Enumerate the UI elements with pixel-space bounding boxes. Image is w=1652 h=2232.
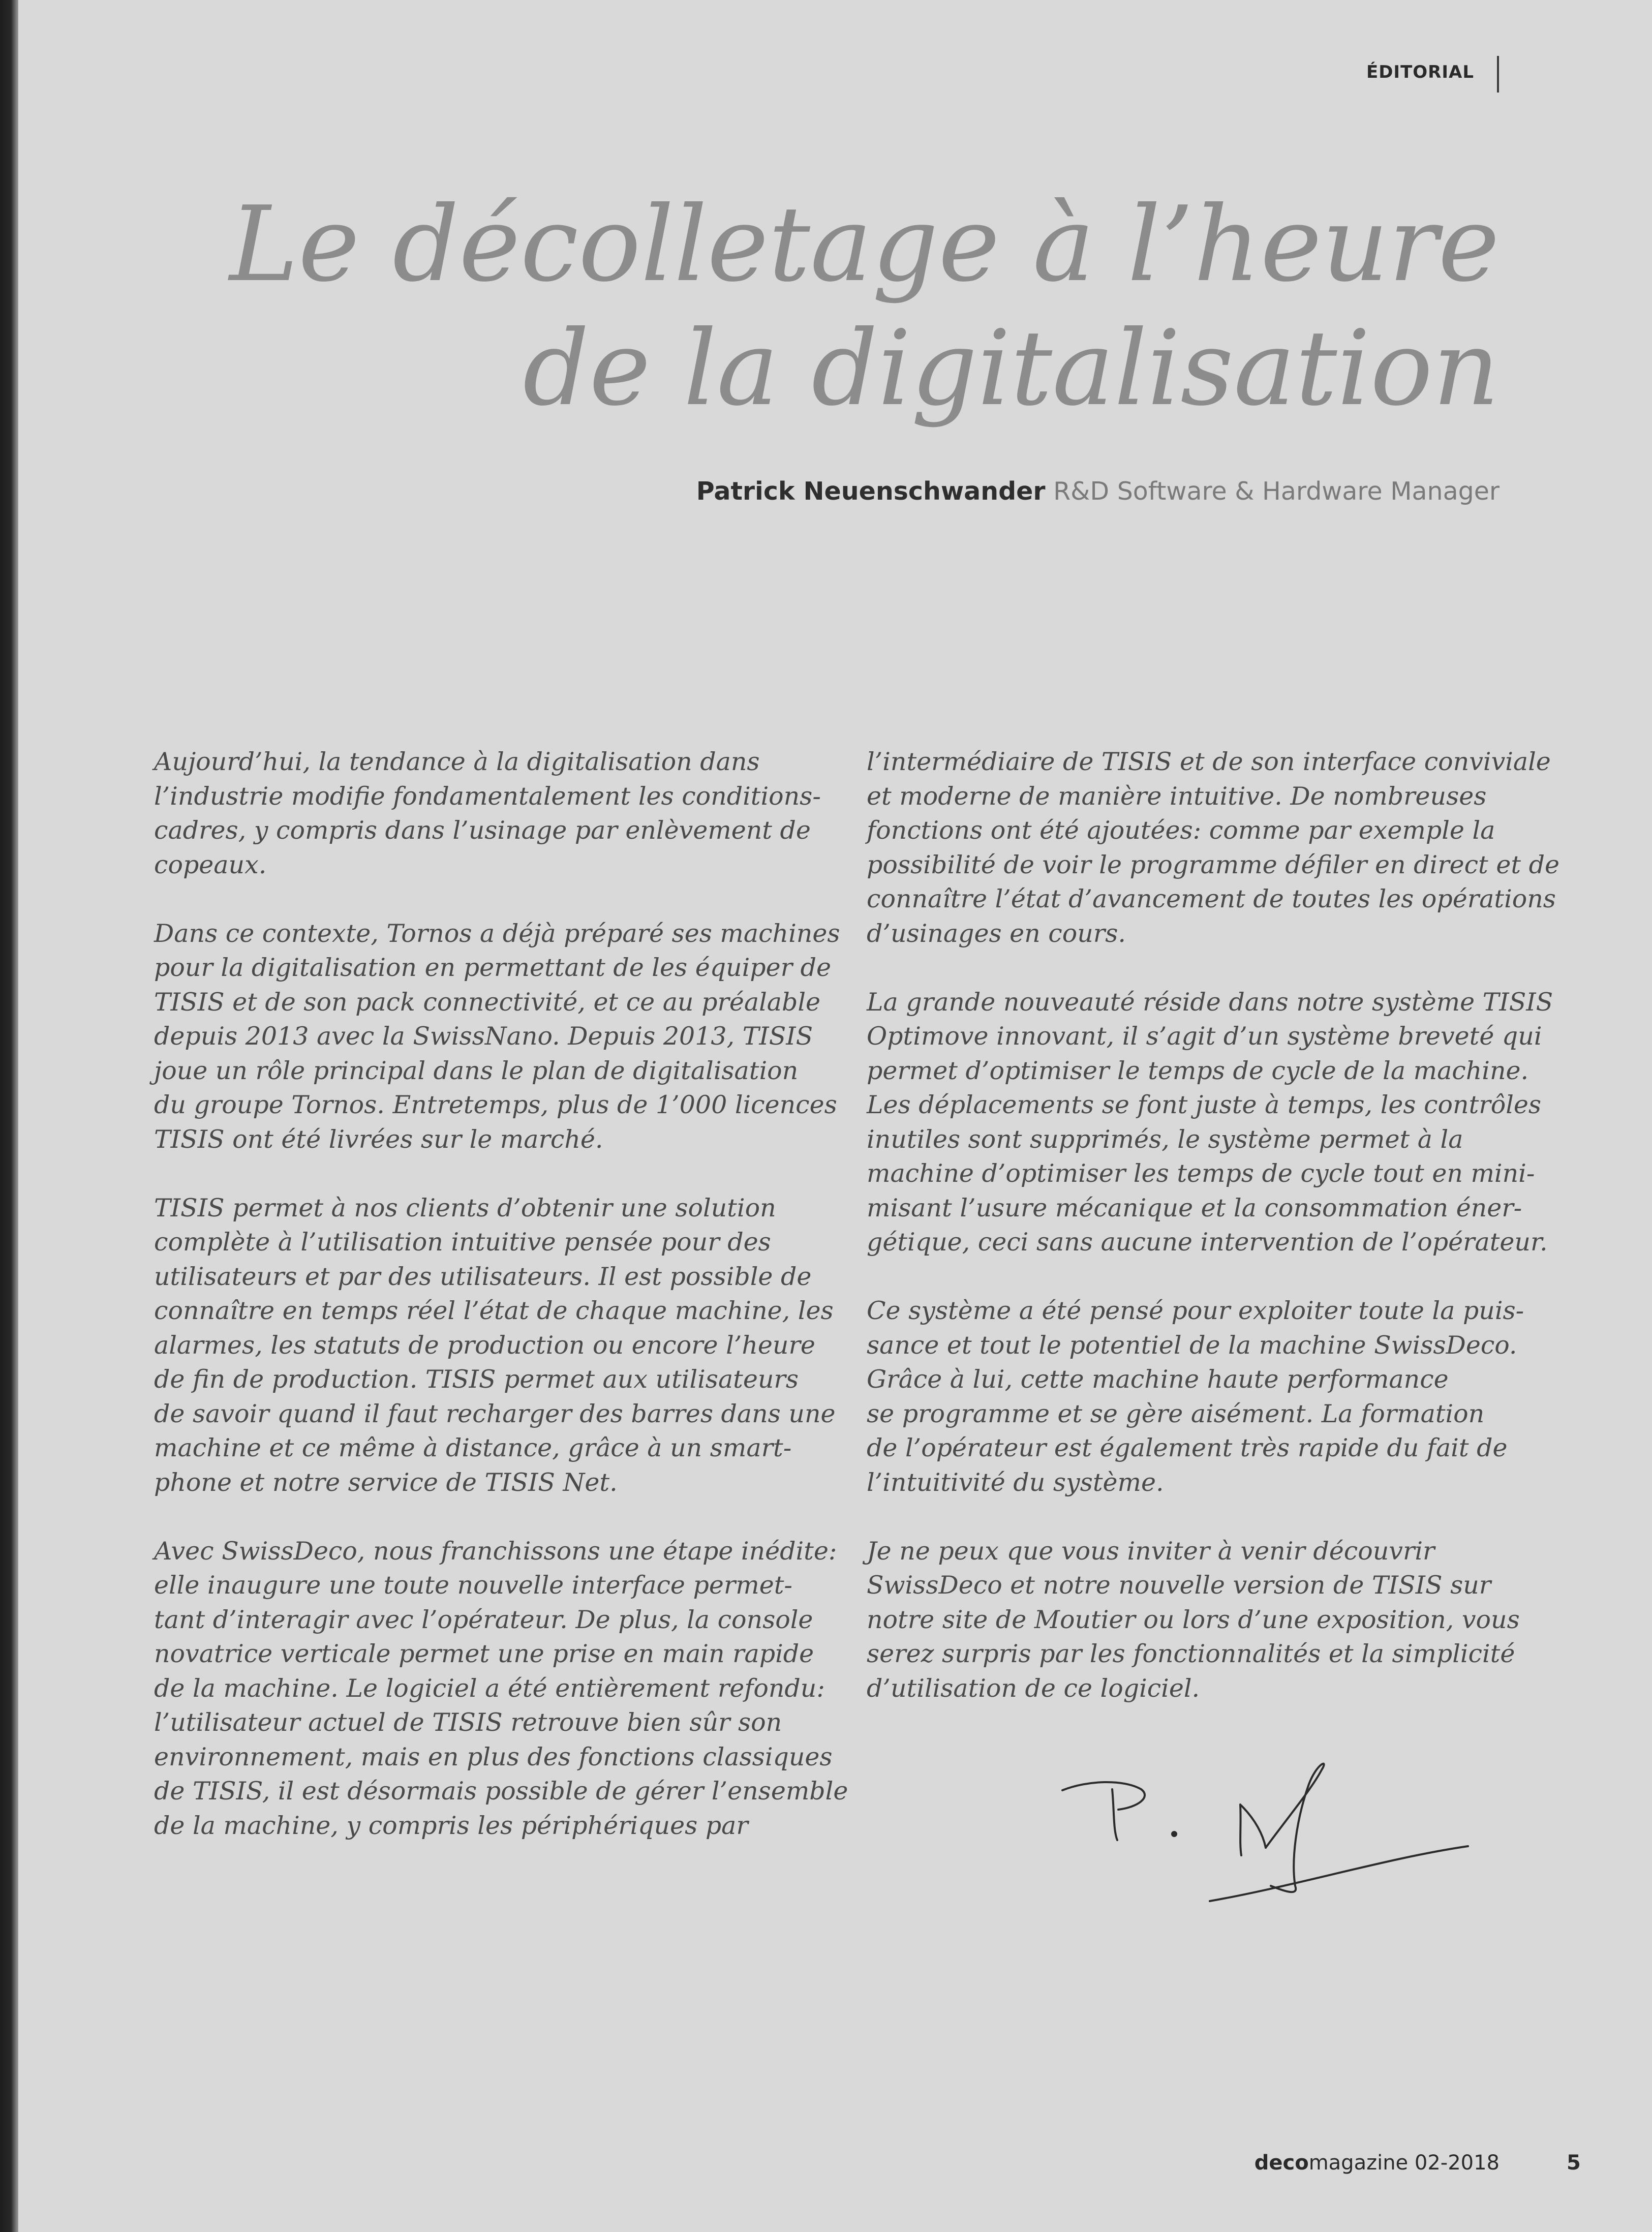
text-line: tant d’interagir avec l’opérateur. De plus, la console [154,1605,813,1634]
text-line: Ce système a été pensé pour exploiter toute la puis- [867,1296,1524,1325]
article-title [178,183,1500,431]
text-line: joue un rôle principal dans le plan de digitalisation [154,1056,799,1085]
text-line: connaître en temps réel l’état de chaque machine, les [154,1296,834,1325]
text-line: de savoir quand il faut recharger des barres dans une [154,1399,836,1428]
text-line: machine d’optimiser les temps de cycle tout en mini- [867,1159,1535,1188]
text-line: utilisateurs et par des utilisateurs. Il est possible de [154,1262,812,1291]
text-line: d’utilisation de ce logiciel. [867,1673,1200,1703]
text-line: Optimove innovant, il s’agit d’un système breveté qui [867,1022,1542,1051]
paragraph [867,1534,1527,1706]
text-line: TISIS et de son pack connectivité, et ce au préalable [154,987,820,1017]
text-line: notre site de Moutier ou lors d’une exposition, vous [867,1605,1520,1634]
text-line: de TISIS, il est désormais possible de gérer l’ensemble [154,1777,848,1806]
text-line: pour la digitalisation en permettant de les équiper de [154,953,832,982]
scan-shadow-edge [0,0,18,2232]
text-line: gétique, ceci sans aucune intervention de l’opérateur. [867,1228,1548,1257]
text-line: TISIS permet à nos clients d’obtenir une solution [154,1193,776,1222]
text-line: l’intuitivité du système. [867,1467,1164,1497]
text-line: depuis 2013 avec la SwissNano. Depuis 2013, TISIS [154,1022,813,1051]
text-line: de la machine, y compris les périphériques par [154,1811,748,1840]
text-line: alarmes, les statuts de production ou encore l’heure [154,1330,815,1360]
section-label: ÉDITORIAL [1366,62,1474,82]
text-line: elle inaugure une toute nouvelle interface permet- [154,1571,792,1600]
text-line: de la machine. Le logiciel a été entièrement refondu: [154,1673,825,1703]
text-line: se programme et se gère aisément. La formation [867,1399,1485,1428]
byline [696,477,1500,506]
text-line: Grâce à lui, cette machine haute performance [867,1365,1449,1394]
text-line: La grande nouveauté réside dans notre système TISIS [867,987,1553,1017]
page-number: 5 [1567,2151,1581,2175]
author-name: Patrick Neuenschwander [696,477,1046,506]
text-line: l’industrie modifie fondamentalement les conditions- [154,781,821,811]
text-line: phone et notre service de TISIS Net. [154,1467,618,1497]
paragraph [154,1534,848,1843]
paragraph [867,1294,1527,1500]
text-line: inutiles sont supprimés, le système permet à la [867,1124,1463,1154]
footer-issue: magazine 02-2018 [1308,2151,1500,2175]
text-line: Je ne peux que vous inviter à venir découvrir [867,1536,1435,1566]
text-line: de fin de production. TISIS permet aux utilisateurs [154,1365,799,1394]
footer-brand: deco [1254,2151,1309,2175]
text-line: copeaux. [154,850,267,879]
text-column-left [154,745,848,1843]
signature-icon [1052,1759,1479,1906]
text-line: fonctions ont été ajoutées: comme par exemple la [867,816,1495,845]
text-line: sance et tout le potentiel de la machine SwissDeco. [867,1330,1517,1360]
text-line: novatrice verticale permet une prise en main rapide [154,1639,814,1668]
paragraph [154,916,840,1157]
text-line: l’utilisateur actuel de TISIS retrouve bien sûr son [154,1708,782,1737]
text-line: et moderne de manière intuitive. De nombreuses [867,781,1487,811]
text-line: environnement, mais en plus des fonctions classiques [154,1742,833,1771]
text-line: du groupe Tornos. Entretemps, plus de 1’000 licences [154,1090,837,1119]
paragraph [867,985,1553,1260]
text-line: de l’opérateur est également très rapide du fait de [867,1433,1508,1462]
text-line: Aujourd’hui, la tendance à la digitalisation dans [154,747,760,776]
text-line: connaître l’état d’avancement de toutes les opérations [867,884,1556,913]
text-column-right [867,745,1559,1705]
text-line: complète à l’utilisation intuitive pensée pour des [154,1228,771,1257]
text-line: permet d’optimiser le temps de cycle de la machine. [867,1056,1529,1085]
paragraph [867,745,1559,951]
text-line: TISIS ont été livrées sur le marché. [154,1124,603,1154]
text-line: Dans ce contexte, Tornos a déjà préparé ses machines [154,919,840,948]
text-line: SwissDeco et notre nouvelle version de TISIS sur [867,1571,1491,1600]
text-line: l’intermédiaire de TISIS et de son interface conviviale [867,747,1551,776]
text-line: serez surpris par les fonctionnalités et la simplicité [867,1639,1515,1668]
text-line: misant l’usure mécanique et la consommation éner- [867,1193,1522,1222]
text-line: machine et ce même à distance, grâce à un smart- [154,1433,792,1462]
title-line: de la digitalisation [523,309,1500,429]
footer [1255,2151,1500,2175]
paragraph [154,1191,836,1500]
author-role: R&D Software & Hardware Manager [1053,477,1500,506]
text-line: possibilité de voir le programme défiler en direct et de [867,850,1559,879]
text-line: Avec SwissDeco, nous franchissons une étape inédite: [154,1536,837,1566]
text-line: d’usinages en cours. [867,919,1126,948]
text-line: Les déplacements se font juste à temps, les contrôles [867,1090,1542,1119]
section-divider [1497,56,1499,93]
text-line: cadres, y compris dans l’usinage par enlèvement de [154,816,811,845]
paragraph [154,745,821,882]
title-line: Le décolletage à l’heure [229,185,1500,305]
